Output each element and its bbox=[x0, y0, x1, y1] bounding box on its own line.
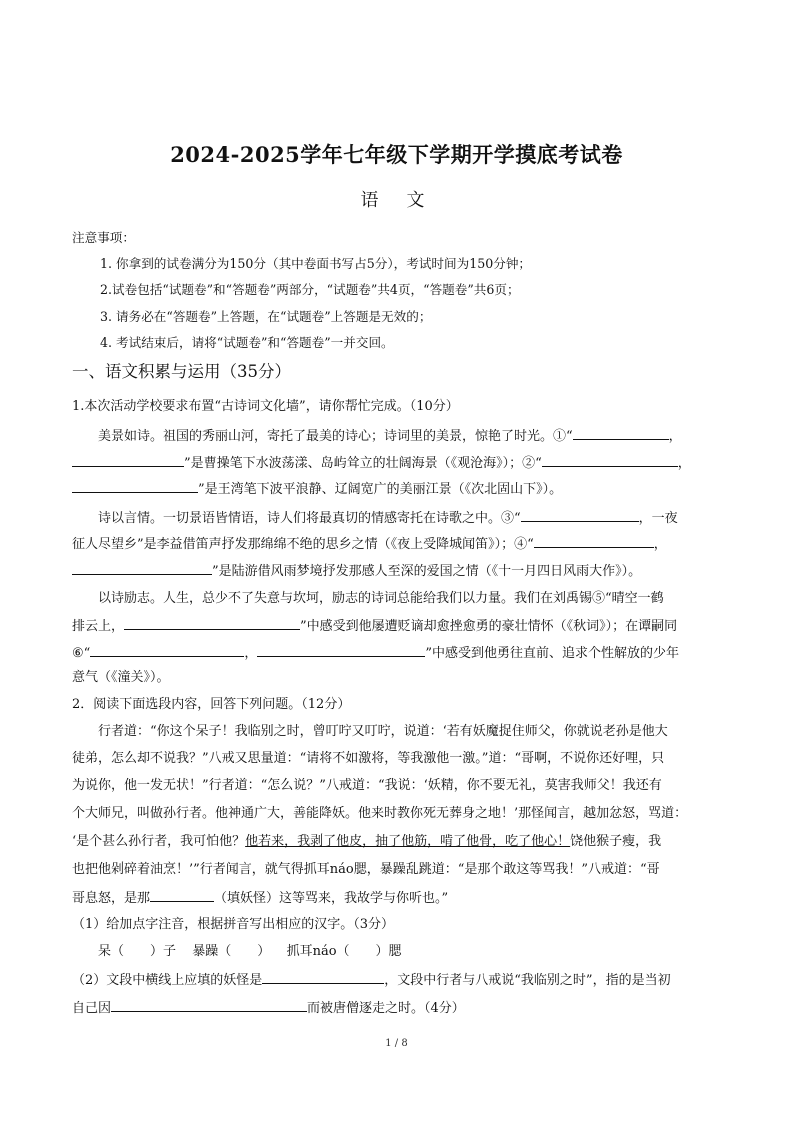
question-1-stem: 1.本次活动学校要求布置“古诗词文化墙”，请你帮忙完成。（10分） bbox=[72, 399, 459, 414]
question-1-para-2-line-2 bbox=[72, 533, 722, 555]
answer-blank-1[interactable] bbox=[573, 425, 669, 440]
answer-blank-7[interactable] bbox=[72, 560, 212, 575]
question-1-para-3-line-2 bbox=[72, 615, 722, 637]
passage-line-4: 个大师兄，叫做孙行者。他神通广大，善能降妖。他来时教你死无葬身之地！’那怪闻言，越加忿怒，骂道： bbox=[72, 806, 688, 821]
passage-text: 哥息怒，是那 bbox=[72, 891, 151, 906]
q1-text: 征人尽望乡”是李益借笛声抒发那绵绵不绝的思乡之情（《夜上受降城闻笛》）；④“ bbox=[72, 537, 534, 552]
notice-item-2: 2.试卷包括“试题卷”和“答题卷”两部分，“试题卷”共4页，“答题卷”共6页； bbox=[100, 282, 520, 297]
pinyin-item-3: 抓耳náo（ ）腮 bbox=[286, 944, 402, 959]
question-1-para-2-line-3 bbox=[72, 560, 722, 582]
passage-text: （填妖怪）这等骂来，我故学与你听也。” bbox=[214, 891, 449, 906]
answer-blank-10[interactable] bbox=[257, 642, 425, 657]
passage-line-3: 为说你，他一发无状！”行者道：“怎么说？”八戒道：“我说：‘妖精，你不要无礼，莫害我师父！我还有 bbox=[72, 778, 662, 793]
sub2-text: 自己因 bbox=[72, 1001, 112, 1016]
question-1-para-3-line-4: 意气（《潼关》）。 bbox=[72, 670, 170, 685]
answer-blank-9[interactable] bbox=[90, 642, 244, 657]
passage-line-1: 行者道：“你这个呆子！我临别之时，曾叮咛又叮咛，说道：‘若有妖魔捉住师父，你就说老孙是他大 bbox=[98, 724, 668, 739]
q1-text: 美景如诗。祖国的秀丽山河，寄托了最美的诗心；诗词里的美景，惊艳了时光。①“ bbox=[98, 429, 573, 444]
answer-blank-3[interactable] bbox=[542, 452, 678, 467]
passage-line-7 bbox=[72, 887, 722, 909]
underlined-sentence: 他若来，我剥了他皮，抽了他筋，啃了他骨，吃了他心！ bbox=[245, 834, 571, 849]
sub-question-2-line-1 bbox=[72, 969, 722, 991]
passage-line-2: 徒弟，怎么却不说我？”八戒又思量道：“请将不如激将，等我激他一激。”道：“哥啊，不说你还好哩，只 bbox=[72, 751, 665, 766]
q1-text: ”中感受到他屡遭贬谪却愈挫愈勇的豪壮情怀（《秋词》）；在谭嗣同 bbox=[300, 619, 678, 634]
q1-text: ， bbox=[244, 646, 258, 661]
sub2-text: （2）文段中横线上应填的妖怪是 bbox=[72, 973, 263, 988]
question-1-para-3-line-3 bbox=[72, 642, 722, 664]
sub-question-1-stem: （1）给加点字注音，根据拼音写出相应的汉字。（3分） bbox=[72, 917, 395, 932]
answer-blank-13[interactable] bbox=[111, 997, 307, 1012]
answer-blank-6[interactable] bbox=[534, 533, 654, 548]
passage-text: 饶他猴子瘦，我 bbox=[570, 834, 662, 849]
q1-text: ”中感受到他勇往直前、追求个性解放的少年 bbox=[425, 646, 679, 661]
question-2-stem: 2．阅读下面选段内容，回答下列问题。（12分） bbox=[72, 697, 351, 712]
q1-text: ”是陆游借风雨梦境抒发那感人至深的爱国之情（《十一月四日风雨大作》）。 bbox=[212, 564, 642, 579]
answer-blank-4[interactable] bbox=[72, 478, 198, 493]
passage-line-5 bbox=[72, 832, 722, 852]
q1-text: ，一夜 bbox=[638, 511, 678, 526]
notice-heading: 注意事项： bbox=[72, 230, 135, 245]
q1-text: ， bbox=[668, 429, 682, 444]
exam-title: 2024-2025学年七年级下学期开学摸底考试卷 bbox=[170, 142, 623, 167]
notice-item-1: 1. 你拿到的试卷满分为150分（其中卷面书写占5分），考试时间为150分钟； bbox=[100, 256, 532, 271]
question-1-para-2-line-1 bbox=[72, 507, 748, 529]
pinyin-item-2: 暴躁（ ） bbox=[192, 944, 271, 959]
answer-blank-5[interactable] bbox=[521, 507, 639, 522]
answer-blank-12[interactable] bbox=[262, 969, 384, 984]
answer-blank-2[interactable] bbox=[72, 452, 184, 467]
q1-text: 排云上， bbox=[72, 619, 125, 634]
q1-text: ⑥“ bbox=[72, 646, 91, 661]
q1-text: 诗以言情。一切景语皆情语，诗人们将最真切的情感寄托在诗歌之中。③“ bbox=[98, 511, 521, 526]
pinyin-item-1: 呆（ ）子 bbox=[98, 944, 177, 959]
section-heading: 一、语文积累与运用（35分） bbox=[72, 362, 291, 381]
passage-line-6: 也把他剁碎着油烹！’”行者闻言，就气得抓耳náo腮，暴躁乱跳道：“是那个敢这等骂我！”八戒道：“哥 bbox=[72, 862, 660, 877]
page-number: 1 / 8 bbox=[385, 1038, 408, 1049]
q1-text: ”是曹操笔下水波荡漾、岛屿耸立的壮阔海景（《观沧海》）；②“ bbox=[184, 456, 542, 471]
sub2-text: ，文段中行者与八戒说“我临别之时”，指的是当初 bbox=[384, 973, 671, 988]
answer-blank-8[interactable] bbox=[124, 615, 300, 630]
sub-question-2-line-2 bbox=[72, 997, 722, 1019]
subject-title: 语文 bbox=[360, 190, 453, 211]
answer-blank-11[interactable] bbox=[150, 887, 214, 902]
question-1-para-1-line-2 bbox=[72, 452, 722, 474]
sub2-text: 而被唐僧逐走之时。（4分） bbox=[307, 1001, 465, 1016]
notice-item-4: 4. 考试结束后，请将“试题卷”和“答题卷”一并交回。 bbox=[100, 335, 394, 350]
q1-text: ， bbox=[677, 456, 691, 471]
question-1-para-1-line-3 bbox=[72, 478, 722, 500]
question-1-para-1-line-1 bbox=[72, 425, 748, 447]
passage-text: ‘是个甚么孙行者，我可怕他？ bbox=[72, 834, 246, 849]
question-1-para-3-line-1: 以诗励志。人生，总少不了失意与坎坷，励志的诗词总能给我们以力量。我们在刘禹锡⑤“晴空一鹤 bbox=[98, 591, 664, 606]
sub-question-1-items bbox=[72, 942, 748, 962]
notice-item-3: 3. 请务必在“答题卷”上答题，在“试题卷”上答题是无效的； bbox=[100, 309, 432, 324]
q1-text: ”是王湾笔下波平浪静、辽阔宽广的美丽江景（《次北固山下》）。 bbox=[198, 482, 563, 497]
q1-text: ， bbox=[653, 537, 667, 552]
